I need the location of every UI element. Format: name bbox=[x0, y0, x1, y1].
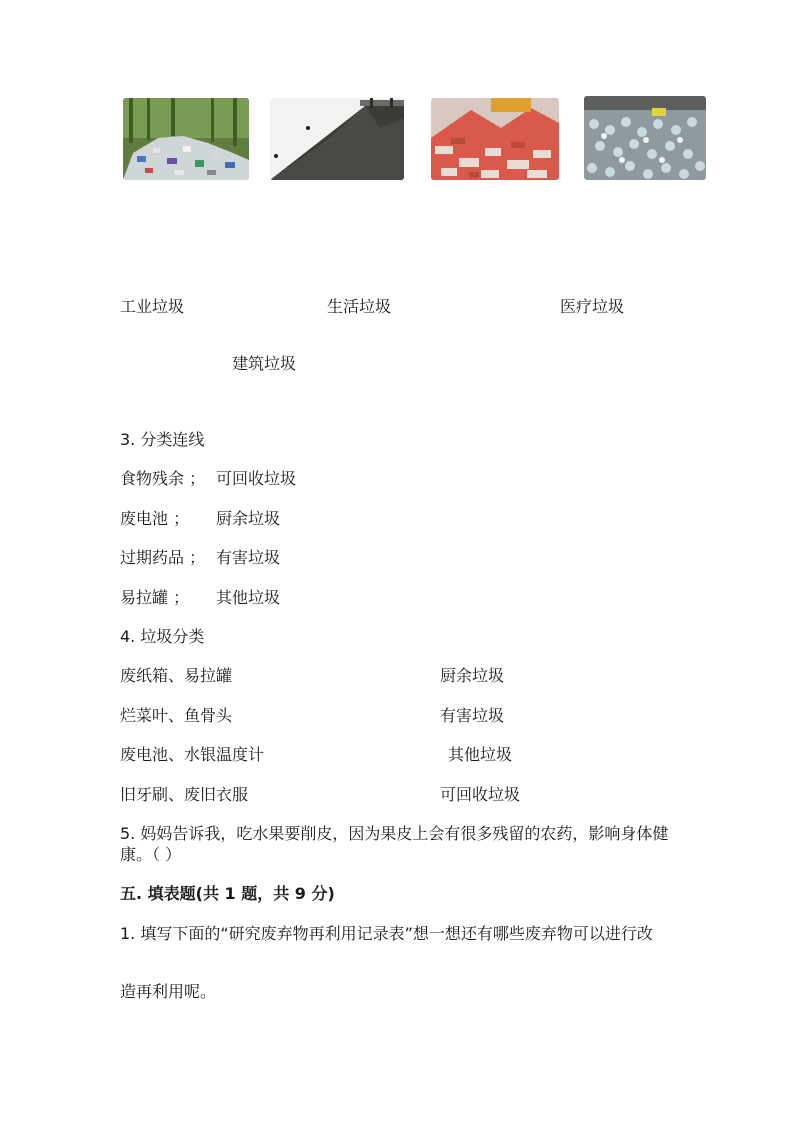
section-5-q1-line-1: 1. 填写下面的“研究废弃物再利用记录表”想一想还有哪些废弃物可以进行改 bbox=[120, 924, 653, 943]
section-5-q1-line-2: 造再利用呢。 bbox=[120, 982, 217, 1001]
label-industrial-waste: 工业垃圾 bbox=[120, 297, 185, 316]
q5-line-2: 康。（ ） bbox=[120, 845, 182, 864]
q3-row-1-left: 食物残余 ； bbox=[120, 469, 206, 488]
q3-row-1-right: 可回收垃圾 bbox=[216, 469, 297, 488]
q3-row-3-left: 过期药品 ； bbox=[120, 548, 206, 567]
q5-line-1: 5. 妈妈告诉我，吃水果要削皮，因为果皮上会有很多残留的农药，影响身体健 bbox=[120, 824, 669, 843]
q4-row-3-left: 废电池、水银温度计 bbox=[120, 745, 265, 764]
q4-row-2-left: 烂菜叶、鱼骨头 bbox=[120, 706, 233, 725]
coal-pile-photo bbox=[270, 98, 404, 180]
medical-bottles-photo bbox=[584, 96, 706, 180]
brick-rubble-photo bbox=[431, 98, 559, 180]
section-5-heading: 五. 填表题(共 1 题，共 9 分) bbox=[120, 884, 335, 903]
q4-row-1-right: 厨余垃圾 bbox=[440, 666, 505, 685]
q4-row-3-right: 其他垃圾 bbox=[448, 745, 513, 764]
q3-row-2-left: 废电池 ； bbox=[120, 509, 190, 528]
q3-row-3-right: 有害垃圾 bbox=[216, 548, 281, 567]
label-construction-waste: 建筑垃圾 bbox=[232, 354, 297, 373]
garbage-heap-photo bbox=[123, 98, 249, 180]
q4-row-4-left: 旧牙刷、废旧衣服 bbox=[120, 785, 249, 804]
q4-title: 4. 垃圾分类 bbox=[120, 627, 205, 646]
q3-row-4-right: 其他垃圾 bbox=[216, 588, 281, 607]
q3-row-2-right: 厨余垃圾 bbox=[216, 509, 281, 528]
label-household-waste: 生活垃圾 bbox=[327, 297, 392, 316]
q4-row-4-right: 可回收垃圾 bbox=[440, 785, 521, 804]
q3-row-4-left: 易拉罐 ； bbox=[120, 588, 190, 607]
label-medical-waste: 医疗垃圾 bbox=[560, 297, 625, 316]
q4-row-2-right: 有害垃圾 bbox=[440, 706, 505, 725]
q3-title: 3. 分类连线 bbox=[120, 430, 205, 449]
q4-row-1-left: 废纸箱、易拉罐 bbox=[120, 666, 233, 685]
